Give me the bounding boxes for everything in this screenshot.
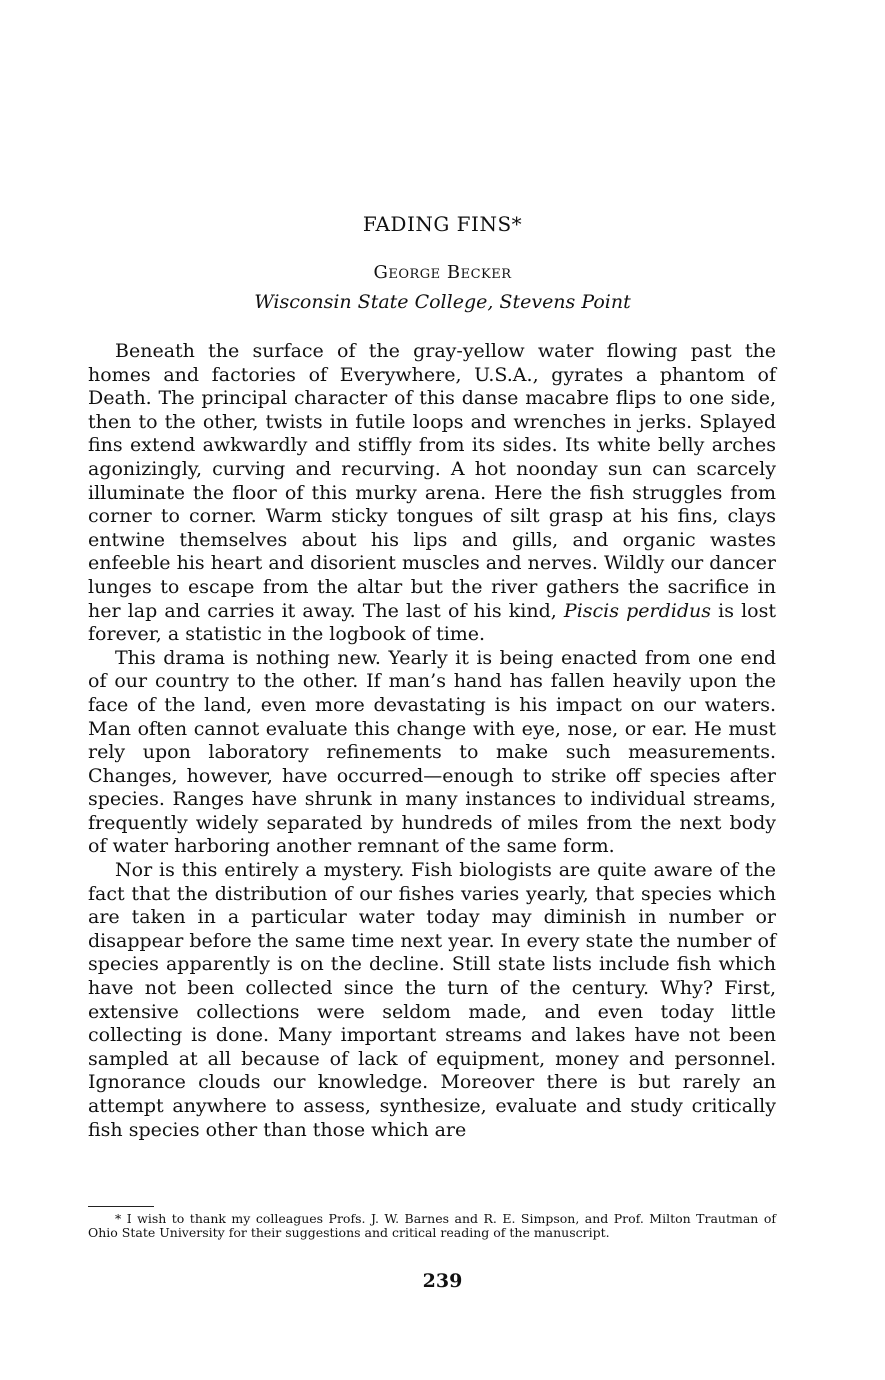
footnote-divider — [88, 1206, 154, 1207]
paragraph-1-text-start: Beneath the surface of the gray-yellow water flowing past the homes and factories of Everywhere, U.S.A., gyrates a phantom of Death. The principal character of this danse macabre flips to one side, then to the other, twists in futile loops and wrenches in jerks. Splayed fins extend awkwardly and stiffly from its sides. Its white belly arches agonizingly, curving and recurving. A hot noonday sun can scarcely illuminate the floor of this murky arena. Here the fish struggles from corner to corner. Warm sticky tongues of silt grasp at his fins, clays entwine themselves about his lips and gills, and organic wastes enfeeble his heart and disorient muscles and nerves. Wildly our dancer lunges to escape from the altar but the river gathers the sacrifice in her lap and carries it away. The last of his kind, — [88, 340, 776, 622]
author-affiliation: Wisconsin State College, Stevens Point — [254, 291, 631, 313]
paragraph-1 — [88, 340, 776, 647]
author-name: George Becker — [373, 262, 512, 283]
page-number: 239 — [422, 1270, 463, 1292]
article-title: FADING FINS* — [362, 212, 523, 236]
paragraph-3: Nor is this entirely a mystery. Fish biologists are quite aware of the fact that the distribution of our fishes varies yearly, that species which are taken in a particular water today may diminish in number or disappear before the same time next year. In every state the number of species apparently is on the decline. Still state lists include fish which have not been collected since the turn of the century. Why? First, extensive collections were seldom made, and even today little collecting is done. Many important streams and lakes have not been sampled at all because of lack of equipment, money and personnel. Ignorance clouds our knowledge. Moreover there is but rarely an attempt anywhere to assess, synthesize, evaluate and study critically fish species other than those which are — [88, 859, 776, 1141]
footnote: * I wish to thank my colleagues Profs. J. W. Barnes and R. E. Simpson, and Prof. Milton Trautman of Ohio State University for their suggestions and critical reading of the manuscript. — [88, 1211, 776, 1240]
paragraph-1-text-end: is lost forever, a statistic in the logbook of time. — [88, 599, 776, 646]
paragraph-2: This drama is nothing new. Yearly it is being enacted from one end of our country to the other. If man’s hand has fallen heavily upon the face of the land, even more devastating is his impact on our waters. Man often cannot evaluate this change with eye, nose, or ear. He must rely upon laboratory refinements to make such measurements. Changes, however, have occurred—enough to strike off species after species. Ranges have shrunk in many instances to individual streams, frequently widely separated by hundreds of miles from the next body of water harboring another remnant of the same form. — [88, 646, 776, 858]
species-name-italic: Piscis perdidus — [563, 599, 711, 622]
article-body — [88, 340, 776, 1142]
